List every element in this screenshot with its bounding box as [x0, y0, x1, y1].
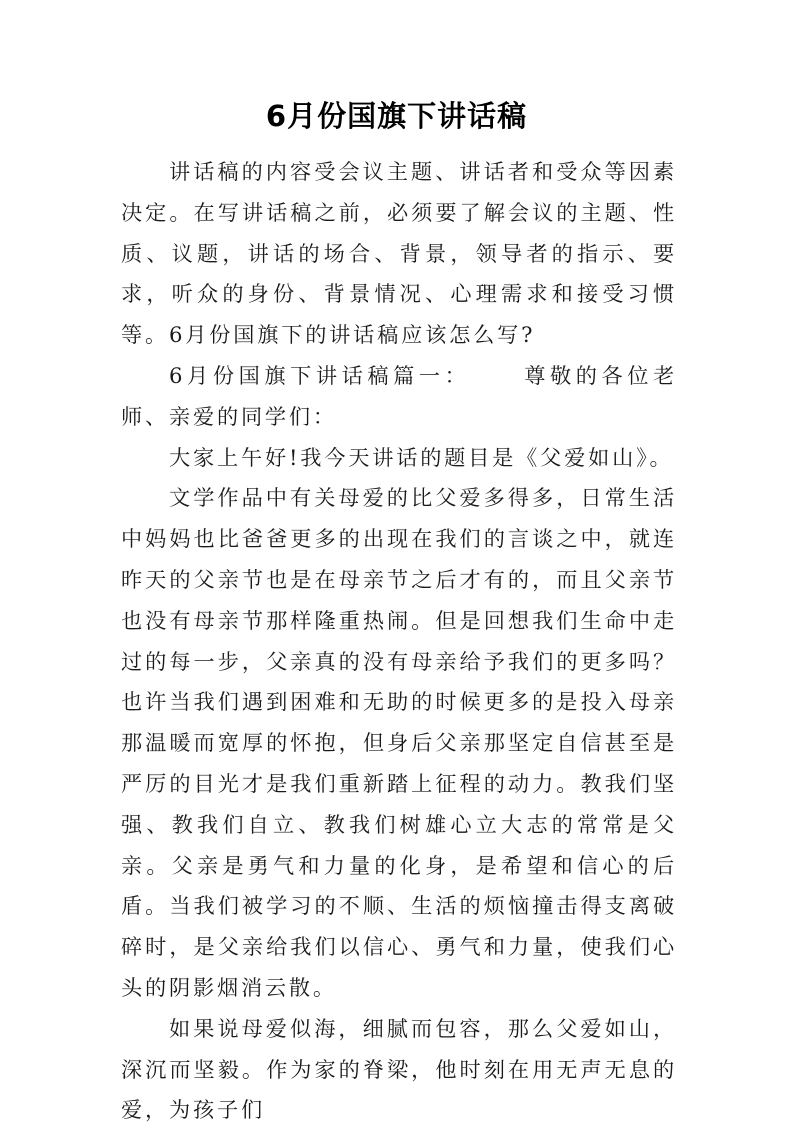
- salutation: 尊敬的各位老师、亲爱的同学们：: [121, 362, 677, 429]
- document-body: [121, 152, 677, 1131]
- section-heading-paragraph: [121, 356, 677, 438]
- body-paragraph: 如果说母爱似海，细腻而包容，那么父爱如山，深沉而坚毅。作为家的脊梁，他时刻在用无声无息的爱，为孩子们: [121, 1015, 677, 1123]
- page-title: 6月份国旗下讲话稿: [265, 99, 528, 133]
- section-heading: 6月份国旗下讲话稿篇一：: [169, 362, 471, 388]
- intro-paragraph: 讲话稿的内容受会议主题、讲话者和受众等因素决定。在写讲话稿之前，必须要了解会议的主题、性质、议题，讲话的场合、背景，领导者的指示、要求，听众的身份、背景情况、心理需求和接受习惯等。6月份国旗下的讲话稿应该怎么写?: [121, 159, 677, 348]
- greeting-paragraph: 大家上午好!我今天讲话的题目是《父爱如山》。: [169, 444, 674, 470]
- body-paragraph: 文学作品中有关母爱的比父爱多得多，日常生活中妈妈也比爸爸更多的出现在我们的言谈之中，就连昨天的父亲节也是在母亲节之后才有的，而且父亲节也没有母亲节那样隆重热闹。但是回想我们生命中走过的每一步，父亲真的没有母亲给予我们的更多吗？也许当我们遇到困难和无助的时候更多的是投入母亲那温暖而宽厚的怀抱，但身后父亲那坚定自信甚至是严厉的目光才是我们重新踏上征程的动力。教我们坚强、教我们自立、教我们树雄心立大志的常常是父亲。父亲是勇气和力量的化身，是希望和信心的后盾。当我们被学习的不顺、生活的烦恼撞击得支离破碎时，是父亲给我们以信心、勇气和力量，使我们心头的阴影烟消云散。: [121, 485, 677, 1000]
